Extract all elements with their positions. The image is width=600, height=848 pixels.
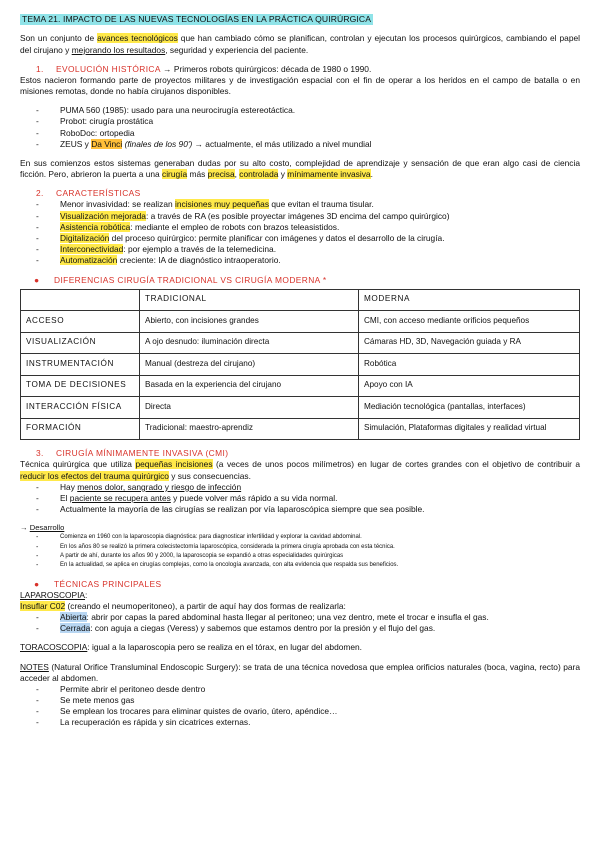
item-text: Actualmente la mayoría de las cirugías se realizan por vía laparoscópica siempre que sea posible. [60,504,425,515]
item-text: del proceso quirúrgico: permite planificar con imágenes y datos el desarrollo de la cirugía. [109,233,445,243]
highlight-blue: Cerrada [60,623,91,634]
highlight: cirugía [162,169,188,180]
item-text: ZEUS y [60,138,92,149]
table-cell: Robótica [359,354,580,376]
table-row [21,332,580,354]
cmi-paragraph [20,459,580,481]
table-header: MODERNA [359,289,580,311]
intro-text: que han cambiado cómo se planifican, controlan y ejecutan los procesos quirúrgicos, cambiando el papel del cirujano y [20,33,580,55]
section-1-heading [36,64,580,75]
robot-list [20,105,580,150]
list-item [36,139,580,150]
list-item [36,493,580,504]
development-label: Desarrollo [29,523,65,533]
item-text: : a través de RA (es posible proyectar imágenes 3D encima del campo quirúrgico) [145,210,450,221]
notes-title: NOTES [20,661,49,672]
list-item: - En la actualidad, se aplica en cirugías complejas, como la oncología avanzada, con alta evidencia que respalda sus beneficios. [36,561,580,570]
para-text: , [234,169,240,180]
section-3-heading [36,448,580,459]
list-item [36,233,580,244]
item-text: : por ejemplo a través de la telemedicina. [123,244,277,255]
table-cell: Basada en la experiencia del cirujano [140,375,359,397]
list-item [36,482,580,493]
laparoscopy-title: LAPAROSCOPIA [20,589,86,600]
table-cell: FORMACIÓN [21,418,140,440]
list-item: - La recuperación es rápida y sin cicatrices externas. [36,717,580,728]
highlight: controlada [239,169,279,180]
table-row [21,375,580,397]
item-italic: (finales de los 90') [124,138,193,149]
table-header-row [21,289,580,311]
comparison-table [20,289,580,441]
para-text: . [370,169,373,180]
item-text: creciente: IA de diagnóstico intraoperatorio. [117,255,281,266]
highlight: Interconectividad [60,244,124,255]
underline: paciente se recupera antes [69,492,171,503]
highlight-blue: Abierta [60,612,87,623]
highlight: Digitalización [60,233,110,243]
para-text: : igual a la laparoscopia pero se realiza en el tórax, en lugar del abdomen. [87,642,363,653]
intro-text: , seguridad y experiencia del paciente. [165,44,309,55]
list-item [36,244,580,255]
bullet-icon: ● [34,578,40,589]
table-cell: TOMA DE DECISIONES [21,375,140,397]
table-cell: ACCESO [21,311,140,333]
table-cell: Manual (destreza del cirujano) [140,354,359,376]
para-text: (a veces de unos pocos milímetros) en lugar de cortes grandes con el objetivo de contribuir a [212,459,581,470]
thoracoscopy-line [20,642,580,653]
section-number: 3. [36,448,44,459]
list-item: - Se emplean los trocares para eliminar quistes de ovario, útero, apéndice… [36,706,580,717]
section-number: 1. [36,63,44,74]
list-item: - Probot: cirugía prostática [36,116,580,127]
item-text: que evitan el trauma tisular. [269,199,374,210]
item-text: y puede volver más rápido a su vida normal. [170,492,338,503]
item-text: Menor invasividad: se realizan [60,199,175,210]
highlight: Asistencia robótica [60,221,131,232]
table-header [21,289,140,311]
intro-text: Son un conjunto de [20,33,98,44]
section-tail: → Primeros robots quirúrgicos: década de 1980 o 1990. [160,63,372,74]
table-row [21,354,580,376]
highlight: reducir los efectos del trauma quirúrgico [20,470,169,481]
underline-mejorando: mejorando los resultados [71,44,166,55]
table-cell: Mediación tecnológica (pantallas, interfaces) [359,397,580,419]
differences-heading [34,275,580,286]
laparoscopy-list [20,612,580,634]
table-cell: A ojo desnudo: iluminación directa [140,332,359,354]
item-text: : con aguja a ciegas (Veress) y sabemos que estamos dentro por la presión y el flujo del gas. [90,623,436,634]
section-number: 2. [36,188,44,199]
list-item [36,612,580,623]
table-cell: Apoyo con IA [359,375,580,397]
list-item: - RoboDoc: ortopedia [36,128,580,139]
para-text: En sus comienzos estos sistemas generaban dudas por su alto costo, complejidad de aprendizaje y sensación de que eran algo casi de ciencia ficción. Pero, abrieron la puerta a una [20,157,580,180]
document-page [20,14,580,729]
list-item: - Comienza en 1960 con la laparoscopia diagnóstica: para diagnosticar infertilidad y explorar la cavidad abdominal. [36,533,580,542]
laparoscopy-label [20,590,580,601]
item-text: : mediante el empleo de robots con brazos teleasistidos. [130,221,340,232]
highlight: Automatización [60,255,118,266]
notes-list [20,684,580,729]
table-cell: Simulación, Plataformas digitales y realidad virtual [359,418,580,440]
list-item [36,211,580,222]
table-cell: Directa [140,397,359,419]
table-cell: INSTRUMENTACIÓN [21,354,140,376]
para-text: y [278,169,288,180]
notes-paragraph [20,662,580,684]
para-text: (creando el neumoperitoneo), a partir de aquí hay dos formas de realizarla: [65,600,346,611]
item-text: El [60,492,70,503]
list-item [36,222,580,233]
intro-paragraph [20,33,580,55]
underline: menos dolor, sangrado y riesgo de infección [77,481,242,492]
table-cell: Abierto, con incisiones grandes [140,311,359,333]
title-text: TEMA 21. IMPACTO DE LAS NUEVAS TECNOLOGÍAS EN LA PRÁCTICA QUIRÚRGICA [22,14,372,24]
item-text: : abrir por capas la pared abdominal hasta llegar al peritoneo; una vez dentro, mete el trocar e insufla el gas. [86,612,489,623]
para-text: (Natural Orifice Transluminal Endoscopic Surgery): se trata de una técnica novedosa que emplea orificios naturales (boca, vagina, recto) para acceder al abdomen. [20,661,580,683]
highlight-avances: avances tecnológicos [97,33,178,44]
table-cell: INTERACCIÓN FÍSICA [21,397,140,419]
list-item [36,623,580,634]
section-title: CIRUGÍA MÍNIMAMENTE INVASIVA (CMI) [56,448,229,459]
techniques-heading [34,579,580,590]
list-item [36,255,580,266]
list-item [36,199,580,210]
highlight: Visualización mejorada [60,210,146,221]
highlight-davinci: Da Vinci [91,138,123,149]
list-item [36,504,580,515]
arrow-icon: → [20,523,28,533]
table-row [21,418,580,440]
section-title: CARACTERÍSTICAS [56,188,141,199]
features-list [20,199,580,266]
development-heading [20,523,580,533]
highlight: precisa [207,169,235,180]
para-text: y sus consecuencias. [168,470,251,481]
list-item: - PUMA 560 (1985): usado para una neurocirugía estereotáctica. [36,105,580,116]
colon: : [85,589,88,600]
insuflar-line [20,601,580,612]
item-text: Hay [60,481,78,492]
table-row [21,311,580,333]
highlight: Insuflar C02 [20,600,66,611]
table-row [21,397,580,419]
list-item: - Permite abrir el peritoneo desde dentro [36,684,580,695]
section-title: TÉCNICAS PRINCIPALES [54,578,162,589]
page-title [20,14,580,25]
table-cell: Tradicional: maestro-aprendiz [140,418,359,440]
list-item: - A partir de ahí, durante los años 90 y 2000, la laparoscopia se expandió a otras especialidades quirúrgicas [36,552,580,561]
table-cell: Cámaras HD, 3D, Navegación guiada y RA [359,332,580,354]
table-cell: VISUALIZACIÓN [21,332,140,354]
bullet-icon: ● [34,274,40,285]
development-list [20,533,580,570]
table-cell: CMI, con acceso mediante orificios pequeños [359,311,580,333]
thoracoscopy-title: TORACOSCOPIA [20,642,88,653]
list-item: - Se mete menos gas [36,695,580,706]
section-title: EVOLUCIÓN HISTÓRICA [56,63,161,74]
para-text: más [187,169,208,180]
para-text: Técnica quirúrgica que utiliza [20,459,136,470]
cmi-list [20,482,580,516]
highlight: pequeñas incisiones [135,459,213,470]
section-title: DIFERENCIAS CIRUGÍA TRADICIONAL VS CIRUGÍA MODERNA * [54,274,327,285]
table-header: TRADICIONAL [140,289,359,311]
list-item: - En los años 80 se realizó la primera colecistectomía laparoscópica, considerada la primera cirugía aprobada con esta técnica. [36,543,580,552]
section-2-heading [36,188,580,199]
highlight: mínimamente invasiva [287,169,371,180]
highlight: incisiones muy pequeñas [174,199,270,210]
history-paragraph: Estos nacieron formando parte de proyectos militares y de investigación espacial con el fin de operar a los heridos en el campo de batalla o en misiones remotas, donde no había cirujanos disponibles. [20,74,580,97]
history-paragraph-2 [20,158,580,180]
item-text: → actualmente, el más utilizado a nivel mundial [192,138,372,149]
